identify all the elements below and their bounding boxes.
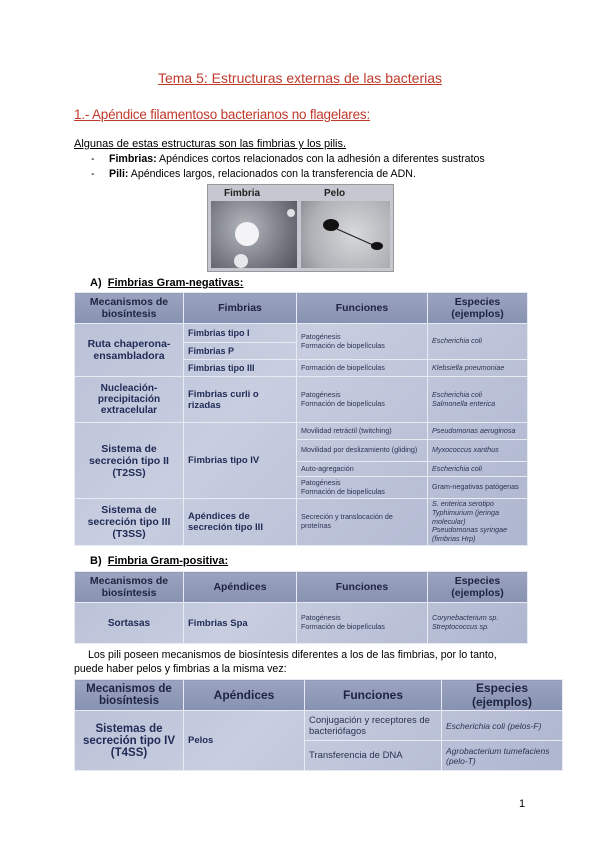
bullet-term: Fimbrias: [109,153,157,165]
col-header: Funciones [297,293,428,324]
table-cell: Fimbrias tipo IV [184,423,297,499]
table-cell: Transferencia de DNA [305,741,442,771]
section-heading: 1.- Apéndice filamentoso bacterianos no flagelares: [74,107,370,122]
bullet-pili: - Pili: Apéndices largos, relacionados con la transferencia de ADN. [91,168,416,180]
bullet-text: Apéndices cortos relacionados con la adhesión a diferentes sustratos [156,153,485,165]
table-cell: Agrobacterium tumefaciens (pelo-T) [442,741,563,771]
table-cell: Pelos [184,711,305,771]
bullet-fimbrias: - Fimbrias: Apéndices cortos relacionados con la adhesión a diferentes sustratos [91,153,485,165]
col-header: Especies (ejemplos) [428,293,528,324]
table-cell: Sistema de secreción tipo II (T2SS) [75,423,184,499]
table-pili [74,679,563,771]
table-gram-positive [74,571,528,644]
fimbria-micrograph [211,201,297,268]
table-cell: Myxococcus xanthus [428,440,528,462]
table-cell: Sistemas de secreción tipo IV (T4SS) [75,711,184,771]
table-cell: Auto-agregación [297,462,428,477]
table-cell: Escherichia coli [428,324,528,360]
col-header: Funciones [305,680,442,711]
micrograph-image [207,184,394,272]
table-cell: Ruta chaperona-ensambladora [75,324,184,377]
col-header: Funciones [297,572,428,603]
table-cell: Pseudomonas aeruginosa [428,423,528,440]
table-cell: Nucleación-precipitación extracelular [75,377,184,423]
subheading-a: A) Fimbrias Gram-negativas: [90,277,244,289]
paragraph: Los pili poseen mecanismos de biosíntesis diferentes a los de las fimbrias, por lo tanto, [88,649,497,661]
table-cell: Patogénesis Formación de biopelículas [297,377,428,423]
col-header: Apéndices [184,572,297,603]
col-header: Apéndices [184,680,305,711]
table-cell: Movilidad por deslizamiento (gliding) [297,440,428,462]
col-header: Especies (ejemplos) [428,572,528,603]
table-cell: Patogénesis Formación de biopelículas [297,477,428,499]
bullet-text: Apéndices largos, relacionados con la transferencia de ADN. [128,168,416,180]
table-cell: Patogénesis Formación de biopelículas [297,324,428,360]
table-cell: Escherichia coli (pelos-F) [442,711,563,741]
table-cell: Corynebacterium sp. Streptococcus sp. [428,603,528,644]
pelo-label: Pelo [324,188,346,199]
table-cell: Movilidad retráctil (twitching) [297,423,428,440]
col-header: Fimbrias [184,293,297,324]
col-header: Especies (ejemplos) [442,680,563,711]
table-cell: Formación de biopelículas [297,360,428,377]
fimbria-label: Fimbria [224,188,261,199]
table-cell: Gram-negativas patógenas [428,477,528,499]
paragraph: puede haber pelos y fimbrias a la misma vez: [74,663,287,675]
table-cell: Escherichia coli Salmonella enterica [428,377,528,423]
table-cell: Conjugación y receptores de bacteriófagos [305,711,442,741]
col-header: Mecanismos de biosíntesis [75,680,184,711]
page-title: Tema 5: Estructuras externas de las bacterias [157,70,443,86]
table-cell: Fimbrias Spa [184,603,297,644]
subheading-b: B) Fimbria Gram-positiva: [90,555,229,567]
table-cell: Patogénesis Formación de biopelículas [297,603,428,644]
table-gram-negative [74,292,528,546]
table-cell: Escherichia coli [428,462,528,477]
col-header: Mecanismos de biosíntesis [75,572,184,603]
col-header: Mecanismos de biosíntesis [75,293,184,324]
pelo-micrograph [301,201,390,268]
table-cell: Sistema de secreción tipo III (T3SS) [75,499,184,546]
table-cell: Fimbrias tipo III [184,360,297,377]
table-cell: Apéndices de secreción tipo III [184,499,297,546]
table-cell: Sortasas [75,603,184,644]
table-cell: Klebsiella pneumoniae [428,360,528,377]
table-cell: S. enterica serotipo Typhimurium (jeringa molecular) Pseudomonas syringae (fimbrias Hrp) [428,499,528,546]
table-cell: Secreción y translocación de proteínas [297,499,428,546]
table-cell: Fimbrias P [184,343,297,360]
table-cell: Fimbrias tipo I [184,324,297,343]
table-cell: Fimbrias curli o rizadas [184,377,297,423]
page-number: 1 [519,798,526,810]
intro-text: Algunas de estas estructuras son las fimbrias y los pilis. [74,138,347,150]
bullet-term: Pili: [109,168,129,180]
